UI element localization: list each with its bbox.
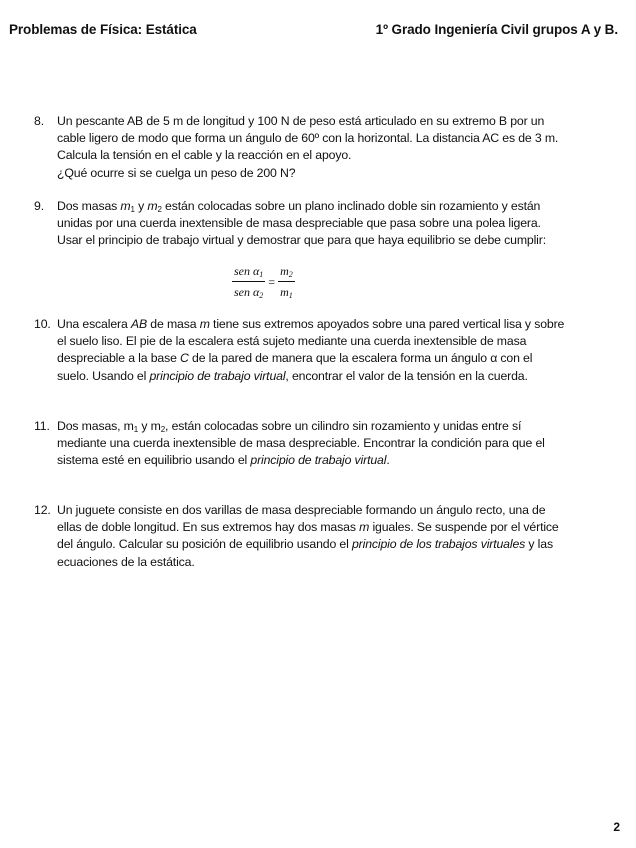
text-fragment: Dos masas, m [57,419,134,433]
problem-number: 8. [34,114,44,128]
text-fragment: del ángulo. Calcular su posición de equilibrio usando el [57,537,352,552]
mass-symbol: m [147,199,158,213]
text-fragment: iguales. Se suspende por el vértice [369,520,559,535]
subscript: 1 [288,291,293,300]
problem-text [57,113,596,182]
problem-10 [34,316,596,385]
problem-text [57,418,596,470]
text-fragment: de masa [147,317,200,331]
emphasis: principio de trabajo virtual [250,453,387,468]
text-line: mediante una cuerda inextensible de masa despreciable. Encontrar la condición para que el [57,436,545,451]
formula-text: sen α [234,285,260,299]
text-line: Un juguete consiste en dos varillas de masa despreciable formando un ángulo recto, una de [57,503,546,517]
text-fragment: . [386,453,390,468]
formula-text: sen α [234,264,260,278]
subscript: 1 [259,270,264,279]
formula-text: m [280,264,289,278]
problem-number: 9. [34,199,44,213]
subscript: 2 [259,291,264,300]
formula-text: m [280,285,289,299]
text-line [57,316,596,333]
equals-sign: = [268,274,276,289]
emphasis: principio de trabajo virtual [149,368,286,383]
problem-number: 11. [34,419,50,433]
page-number: 2 [613,820,620,834]
text-line: cable ligero de modo que forma un ángulo de 60º con la horizontal. La distancia AC es de 3 m. [57,131,559,146]
text-fragment: tiene sus extremos apoyados sobre una pared vertical lisa y sobre [209,317,565,331]
text-line [57,198,596,215]
text-line: Usar el principio de trabajo virtual y demostrar que para que haya equilibrio se debe cumplir: [57,233,546,248]
text-fragment: sistema esté en equilibrio usando el [57,453,251,468]
text-line: ecuaciones de la estática. [57,554,195,569]
emphasis: principio de los trabajos virtuales [351,537,526,552]
text-line [57,536,596,553]
fraction-sines [232,264,265,300]
ladder-symbol: AB [130,317,148,331]
subscript: 1 [133,425,139,434]
problem-8 [34,113,596,182]
problem-text [57,502,596,571]
mass-symbol: m [199,317,210,331]
subscript: 1 [130,205,135,214]
text-line: unidas por una cuerda inextensible de masa despreciable que pasa sobre una polea ligera. [57,216,541,231]
header-title: Problemas de Física: Estática [9,22,197,37]
text-fragment: están colocadas sobre un plano inclinado doble sin rozamiento y están [161,199,541,213]
problem-text [57,316,596,385]
text-fragment: despreciable a la base [57,351,181,366]
text-fragment: de la pared de manera que la escalera forma un ángulo α con el [188,351,533,366]
problem-number: 12. [34,503,51,517]
text-fragment: ellas de doble longitud. En sus extremos hay dos masas [57,520,360,535]
problem-12 [34,502,596,571]
text-fragment: Una escalera [57,317,131,331]
text-fragment: , están colocadas sobre un cilindro sin rozamiento y unidas entre sí [165,419,522,433]
text-line [57,350,596,367]
point-symbol: C [180,351,189,366]
text-line: el suelo liso. El pie de la escalera está sujeto mediante una cuerda inextensible de masa [57,334,527,349]
header-course: 1º Grado Ingeniería Civil grupos A y B. [375,22,618,37]
text-fragment: Dos masas [57,199,121,213]
text-line [57,368,596,385]
text-line: ¿Qué ocurre si se cuelga un peso de 200 N? [57,165,296,180]
subscript: 2 [160,425,166,434]
text-fragment: suelo. Usando el [57,368,150,383]
mass-symbol: m [120,199,131,213]
text-fragment: y las [525,537,553,552]
problem-number: 10. [34,317,51,331]
problem-9 [34,198,596,250]
text-line: Calcula la tensión en el cable y la reacción en el apoyo. [57,148,352,163]
text-fragment: , encontrar el valor de la tensión en la cuerda. [285,368,528,383]
text-line: Un pescante AB de 5 m de longitud y 100 N de peso está articulado en su extremo B por un [57,114,545,128]
text-fragment: y [134,199,148,213]
problem-text [57,198,596,250]
text-line [57,452,596,469]
text-line [57,418,596,435]
text-fragment: y m [138,419,161,433]
fraction-masses [278,264,295,300]
problem-11 [34,418,596,470]
subscript: 2 [157,205,162,214]
subscript: 2 [288,270,293,279]
mass-symbol: m [359,520,370,535]
equilibrium-formula [232,264,295,300]
text-line [57,519,596,536]
